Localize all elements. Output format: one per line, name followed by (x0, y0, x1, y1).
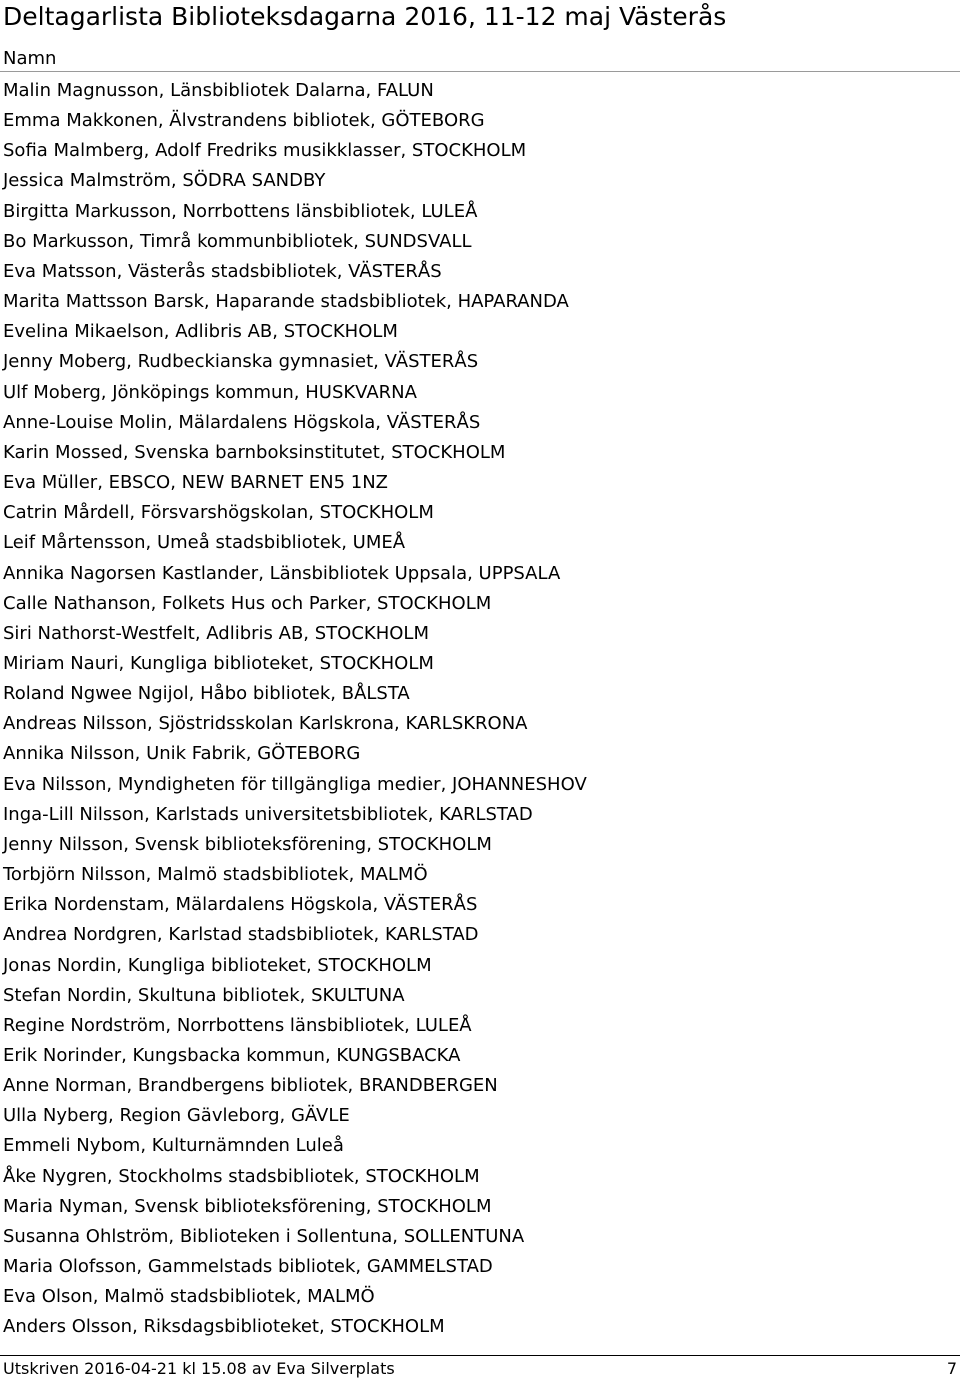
list-item: Inga-Lill Nilsson, Karlstads universitetsbibliotek, KARLSTAD (3, 803, 533, 825)
list-item: Maria Olofsson, Gammelstads bibliotek, GAMMELSTAD (3, 1256, 493, 1278)
list-item: Åke Nygren, Stockholms stadsbibliotek, STOCKHOLM (3, 1165, 480, 1187)
list-item: Jenny Nilsson, Svensk biblioteksförening, STOCKHOLM (3, 833, 492, 855)
column-header-name: Namn (3, 48, 57, 69)
list-item: Eva Müller, EBSCO, NEW BARNET EN5 1NZ (3, 472, 388, 494)
page-number: 7 (946, 1359, 957, 1378)
list-item: Anders Olsson, Riksdagsbiblioteket, STOCKHOLM (3, 1316, 445, 1338)
list-item: Andreas Nilsson, Sjöstridsskolan Karlskrona, KARLSKRONA (3, 713, 528, 735)
list-item: Siri Nathorst-Westfelt, Adlibris AB, STOCKHOLM (3, 622, 429, 644)
list-item: Jonas Nordin, Kungliga biblioteket, STOCKHOLM (3, 954, 432, 976)
list-item: Susanna Ohlström, Biblioteken i Sollentuna, SOLLENTUNA (3, 1225, 525, 1247)
participant-list (3, 76, 587, 1343)
list-item: Erik Norinder, Kungsbacka kommun, KUNGSBACKA (3, 1045, 461, 1066)
list-item: Roland Ngwee Ngijol, Håbo bibliotek, BÅLSTA (3, 683, 410, 705)
page-footer (0, 1355, 960, 1380)
printed-info: Utskriven 2016-04-21 kl 15.08 av Eva Silverplats (3, 1359, 395, 1378)
list-item: Catrin Mårdell, Försvarshögskolan, STOCKHOLM (3, 502, 434, 524)
list-item: Ulf Moberg, Jönköpings kommun, HUSKVARNA (3, 381, 417, 403)
list-item: Annika Nagorsen Kastlander, Länsbibliotek Uppsala, UPPSALA (3, 562, 561, 584)
list-item: Birgitta Markusson, Norrbottens länsbibliotek, LULEÅ (3, 200, 478, 222)
list-item: Regine Nordström, Norrbottens länsbibliotek, LULEÅ (3, 1014, 472, 1036)
list-item: Eva Olson, Malmö stadsbibliotek, MALMÖ (3, 1286, 375, 1308)
list-item: Leif Mårtensson, Umeå stadsbibliotek, UMEÅ (3, 532, 406, 554)
list-item: Bo Markusson, Timrå kommunbibliotek, SUNDSVALL (3, 230, 472, 252)
page-title: Deltagarlista Biblioteksdagarna 2016, 11-12 maj Västerås (3, 2, 727, 31)
list-item: Jessica Malmström, SÖDRA SANDBY (3, 170, 326, 192)
list-item: Eva Nilsson, Myndigheten för tillgängliga medier, JOHANNESHOV (3, 773, 587, 795)
list-item: Miriam Nauri, Kungliga biblioteket, STOCKHOLM (3, 652, 434, 674)
list-item: Evelina Mikaelson, Adlibris AB, STOCKHOLM (3, 321, 398, 343)
list-item: Maria Nyman, Svensk biblioteksförening, STOCKHOLM (3, 1195, 492, 1217)
list-item: Eva Matsson, Västerås stadsbibliotek, VÄSTERÅS (3, 260, 442, 282)
list-item: Anne Norman, Brandbergens bibliotek, BRANDBERGEN (3, 1075, 498, 1097)
list-item: Stefan Nordin, Skultuna bibliotek, SKULTUNA (3, 984, 405, 1006)
list-item: Calle Nathanson, Folkets Hus och Parker, STOCKHOLM (3, 592, 492, 614)
list-item: Jenny Moberg, Rudbeckianska gymnasiet, VÄSTERÅS (3, 351, 479, 373)
list-item: Malin Magnusson, Länsbibliotek Dalarna, FALUN (3, 80, 434, 101)
list-item: Karin Mossed, Svenska barnboksinstitutet, STOCKHOLM (3, 441, 506, 463)
list-item: Anne-Louise Molin, Mälardalens Högskola, VÄSTERÅS (3, 411, 481, 433)
list-item: Annika Nilsson, Unik Fabrik, GÖTEBORG (3, 743, 361, 765)
list-item: Marita Mattsson Barsk, Haparande stadsbibliotek, HAPARANDA (3, 291, 569, 313)
list-item: Emma Makkonen, Älvstrandens bibliotek, GÖTEBORG (3, 110, 485, 132)
list-item: Ulla Nyberg, Region Gävleborg, GÄVLE (3, 1105, 350, 1127)
list-item: Torbjörn Nilsson, Malmö stadsbibliotek, MALMÖ (3, 864, 428, 886)
list-item: Erika Nordenstam, Mälardalens Högskola, VÄSTERÅS (3, 894, 478, 916)
list-item: Emmeli Nybom, Kulturnämnden Luleå (3, 1135, 344, 1157)
list-item: Sofia Malmberg, Adolf Fredriks musikklasser, STOCKHOLM (3, 140, 527, 162)
list-item: Andrea Nordgren, Karlstad stadsbibliotek, KARLSTAD (3, 924, 479, 946)
column-header (0, 44, 960, 72)
